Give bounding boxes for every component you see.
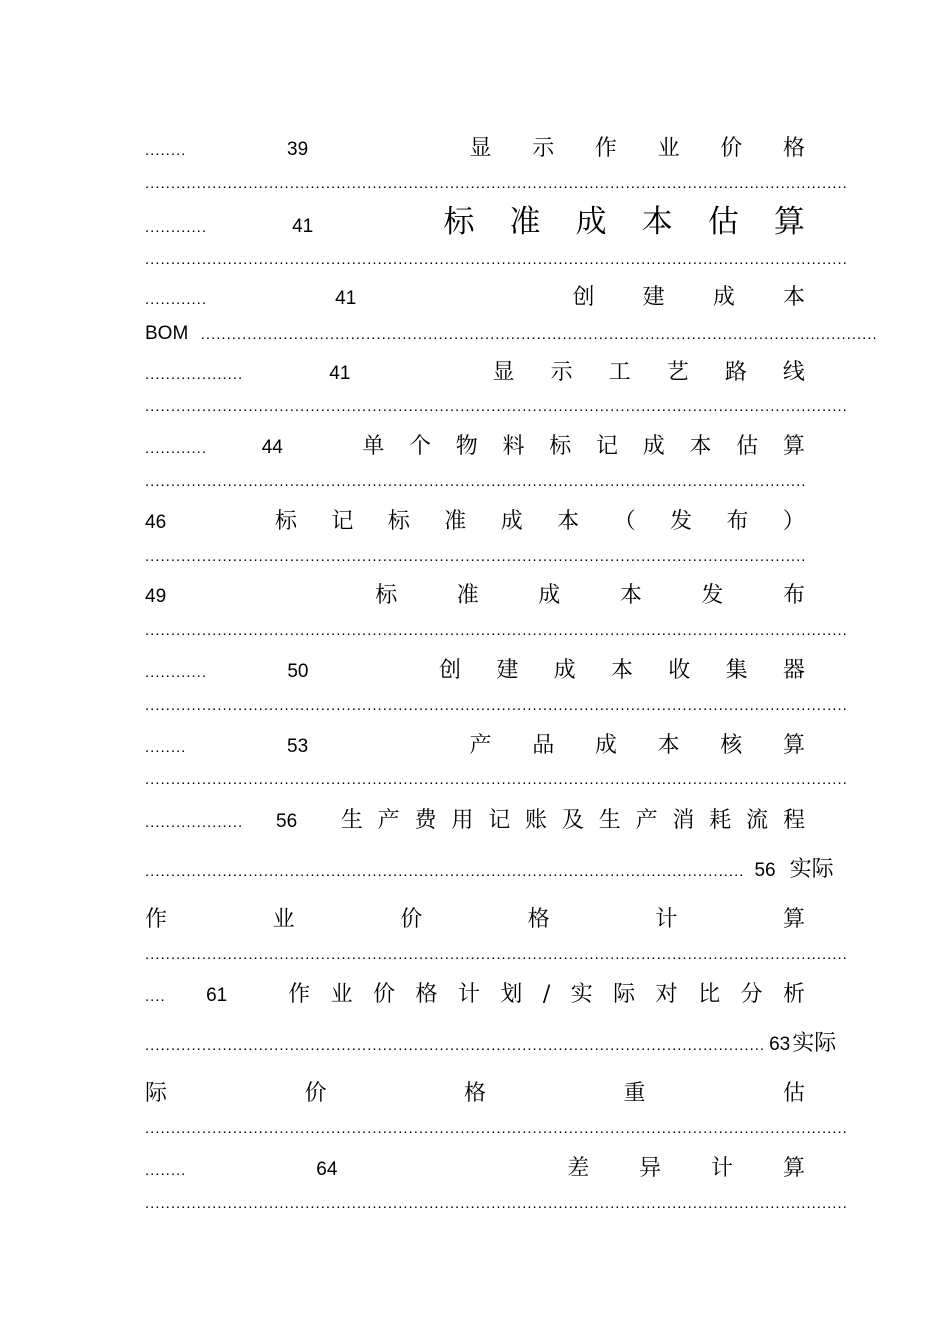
title-char: /: [542, 982, 551, 1007]
page-number: 41: [292, 216, 314, 237]
leader-dots: ........................................................................................................................................: [145, 697, 848, 714]
title-char: 本: [782, 285, 805, 310]
leader-line: [145, 771, 848, 788]
page-number: 53: [287, 736, 309, 757]
page-number: 50: [287, 661, 309, 682]
title-char: 标: [274, 509, 297, 534]
title-char: 费: [414, 808, 437, 833]
title-char: 际: [613, 982, 636, 1007]
page-number: 56: [754, 860, 776, 881]
title-char: 作: [594, 136, 617, 161]
toc-entry-standard-cost-release: [145, 585, 805, 607]
title-char: 收: [668, 658, 691, 683]
leader-dots: ........: [145, 142, 187, 159]
title-char: 算: [782, 907, 805, 932]
title-char: 示: [532, 136, 555, 161]
title-char: 用: [451, 808, 474, 833]
leader-dots: ........................................................................................................................................: [145, 175, 848, 192]
title-char: 产: [635, 808, 658, 833]
title-char: 业: [657, 136, 680, 161]
title-char: 成: [642, 434, 665, 459]
title-char: 计: [711, 1156, 734, 1181]
toc-entry-variance-calculation: [145, 1158, 805, 1180]
title-char: 对: [655, 982, 678, 1007]
title-char: 比: [698, 982, 721, 1007]
leader-dots: ...................: [145, 814, 244, 831]
leader-dots: ........................................................................................................................: [145, 1037, 766, 1054]
leader-dots: ............: [145, 291, 208, 308]
title-char: 创: [572, 285, 595, 310]
title-char: 准: [509, 204, 541, 240]
leader-dots: ....: [145, 988, 166, 1005]
leader-line: [145, 622, 848, 639]
title-char: 成: [575, 204, 607, 240]
title-char: 准: [456, 583, 479, 608]
leader-dots: ........................................................................................................................................: [145, 1195, 848, 1212]
title-char: 价: [304, 1081, 327, 1106]
leader-dots: ............: [145, 664, 208, 681]
title-char: 建: [642, 285, 665, 310]
title-char: 核: [720, 733, 743, 758]
leader-line: [145, 1120, 848, 1137]
title-char: 成: [500, 509, 523, 534]
title-char: 工: [608, 360, 631, 385]
title-char: 业: [272, 907, 295, 932]
page-number: 56: [276, 811, 298, 832]
title-char: 重: [623, 1081, 646, 1106]
leader-line: [145, 946, 848, 963]
leader-line: [145, 398, 848, 415]
title-char: 差: [567, 1156, 590, 1181]
title-char: 计: [457, 982, 480, 1007]
title-char: 本: [610, 658, 633, 683]
title-char: 成: [712, 285, 735, 310]
leader-dots: ....................................................................................................................: [145, 863, 745, 880]
title-char: 算: [773, 204, 805, 240]
leader-dots: ........................................................................................................................................: [145, 398, 848, 415]
title-char: 本: [619, 583, 642, 608]
title-char: 成: [594, 733, 617, 758]
title-char: 建: [496, 658, 519, 683]
toc-entry-actual-price-revaluation: [145, 1083, 805, 1105]
title-char: 产: [469, 733, 492, 758]
title-char: 作: [145, 907, 168, 932]
title-char: 标: [387, 509, 410, 534]
title-char: ）: [782, 509, 805, 534]
leader-dots: ........................................................................................................................................: [145, 622, 848, 639]
title-char: 本: [641, 204, 673, 240]
toc-entry-leader-56: [145, 857, 834, 882]
title-char: 记: [488, 808, 511, 833]
title-char: 划: [500, 982, 523, 1007]
leader-dots: ........: [145, 739, 187, 756]
title-char: 品: [532, 733, 555, 758]
toc-entry-activity-plan-actual-comparison: [145, 984, 805, 1006]
toc-entry-standard-cost-estimate: [145, 204, 805, 240]
toc-entry-production-cost-posting: [145, 810, 805, 832]
leader-line: [145, 697, 848, 714]
page-number: 44: [261, 437, 283, 458]
title-char: 布: [726, 509, 749, 534]
page-number: 64: [316, 1159, 338, 1180]
title-char: 估: [782, 1081, 805, 1106]
leader-dots: ................................................................................................................................: [145, 473, 807, 490]
toc-entry-activity-price-calculation: [145, 909, 805, 931]
title-fragment: 实际: [789, 857, 834, 882]
title-char: 准: [444, 509, 467, 534]
title-char: 格: [782, 136, 805, 161]
title-char: 格: [415, 982, 438, 1007]
title-char: 显: [492, 360, 515, 385]
title-char: 业: [330, 982, 353, 1007]
title-char: 耗: [709, 808, 732, 833]
leader-line: [145, 474, 805, 490]
page-number: 61: [206, 985, 228, 1006]
title-char: 流: [746, 808, 769, 833]
leader-dots: ............: [145, 440, 208, 457]
leader-dots: ........: [145, 1162, 187, 1179]
title-char: 账: [525, 808, 548, 833]
title-char: 异: [639, 1156, 662, 1181]
page-number: 41: [335, 288, 357, 309]
leader-dots: ...................................................................................................................................: [200, 326, 878, 343]
title-char: 记: [331, 509, 354, 534]
title-char: 实: [570, 982, 593, 1007]
title-char: 计: [655, 907, 678, 932]
title-char: 算: [782, 434, 805, 459]
toc-entry-create-cost-bom: [145, 287, 805, 309]
title-char: 个: [409, 434, 432, 459]
title-char: 器: [782, 658, 805, 683]
leader-line: [145, 549, 805, 565]
title-char: 料: [502, 434, 525, 459]
page-number: 39: [287, 139, 309, 160]
title-char: 算: [782, 1156, 805, 1181]
title-char: 单: [362, 434, 385, 459]
title-char: 显: [469, 136, 492, 161]
title-char: 路: [724, 360, 747, 385]
toc-entry-bom-leader: [145, 323, 878, 344]
title-char: 格: [463, 1081, 486, 1106]
title-char: 际: [145, 1081, 168, 1106]
title-char: 记: [595, 434, 618, 459]
title-char: 物: [455, 434, 478, 459]
title-char: 集: [725, 658, 748, 683]
toc-entry-single-material-cost-estimate: [145, 436, 805, 458]
leader-dots: ........................................................................................................................................: [145, 771, 848, 788]
title-char: 分: [740, 982, 763, 1007]
leader-dots: ........................................................................................................................................: [145, 251, 848, 268]
title-char: （: [613, 509, 636, 534]
title-char: 艺: [666, 360, 689, 385]
page-number: 41: [329, 363, 351, 384]
title-char: 本: [689, 434, 712, 459]
page-number: 49: [145, 586, 167, 607]
title-char: 标: [375, 583, 398, 608]
toc-entry-mark-standard-cost-release: [145, 511, 805, 533]
title-char: 本: [557, 509, 580, 534]
title-char: 发: [701, 583, 724, 608]
toc-entry-product-costing: [145, 735, 805, 757]
page-number: 46: [145, 512, 167, 533]
leader-dots: ................................................................................................................................: [145, 548, 807, 565]
title-char: 价: [400, 907, 423, 932]
toc-entry-create-cost-collector: [145, 660, 805, 682]
title-char: 价: [720, 136, 743, 161]
title-char: 产: [377, 808, 400, 833]
title-char: 程: [782, 808, 805, 833]
title-char: 估: [736, 434, 759, 459]
title-char: 算: [782, 733, 805, 758]
leader-dots: ........................................................................................................................................: [145, 946, 848, 963]
title-fragment: 实际: [792, 1031, 837, 1056]
title-char: 成: [553, 658, 576, 683]
toc-entry-leader-63: [145, 1031, 837, 1056]
leader-line: [145, 1195, 848, 1212]
page-number: 63: [769, 1034, 791, 1055]
title-char: 发: [670, 509, 693, 534]
title-char: 析: [782, 982, 805, 1007]
title-char: 线: [782, 360, 805, 385]
title-char: 本: [657, 733, 680, 758]
toc-entry-display-activity-price: [145, 138, 805, 160]
title-char: 价: [373, 982, 396, 1007]
leader-dots: ............: [145, 219, 208, 236]
title-char: 标: [443, 204, 475, 240]
leader-dots: ........................................................................................................................................: [145, 1120, 848, 1137]
title-char: 估: [707, 204, 739, 240]
leader-line: [145, 251, 848, 268]
title-char: 成: [538, 583, 561, 608]
title-char: 布: [782, 583, 805, 608]
title-char: 示: [550, 360, 573, 385]
title-char: 生: [598, 808, 621, 833]
title-char: 消: [672, 808, 695, 833]
leader-line: [145, 175, 848, 192]
toc-entry-display-routing: [145, 362, 805, 384]
title-char: 生: [340, 808, 363, 833]
bom-label: BOM: [145, 323, 189, 344]
title-char: 作: [288, 982, 311, 1007]
leader-dots: ...................: [145, 366, 244, 383]
title-char: 格: [527, 907, 550, 932]
title-char: 标: [549, 434, 572, 459]
title-char: 创: [439, 658, 462, 683]
title-char: 及: [561, 808, 584, 833]
